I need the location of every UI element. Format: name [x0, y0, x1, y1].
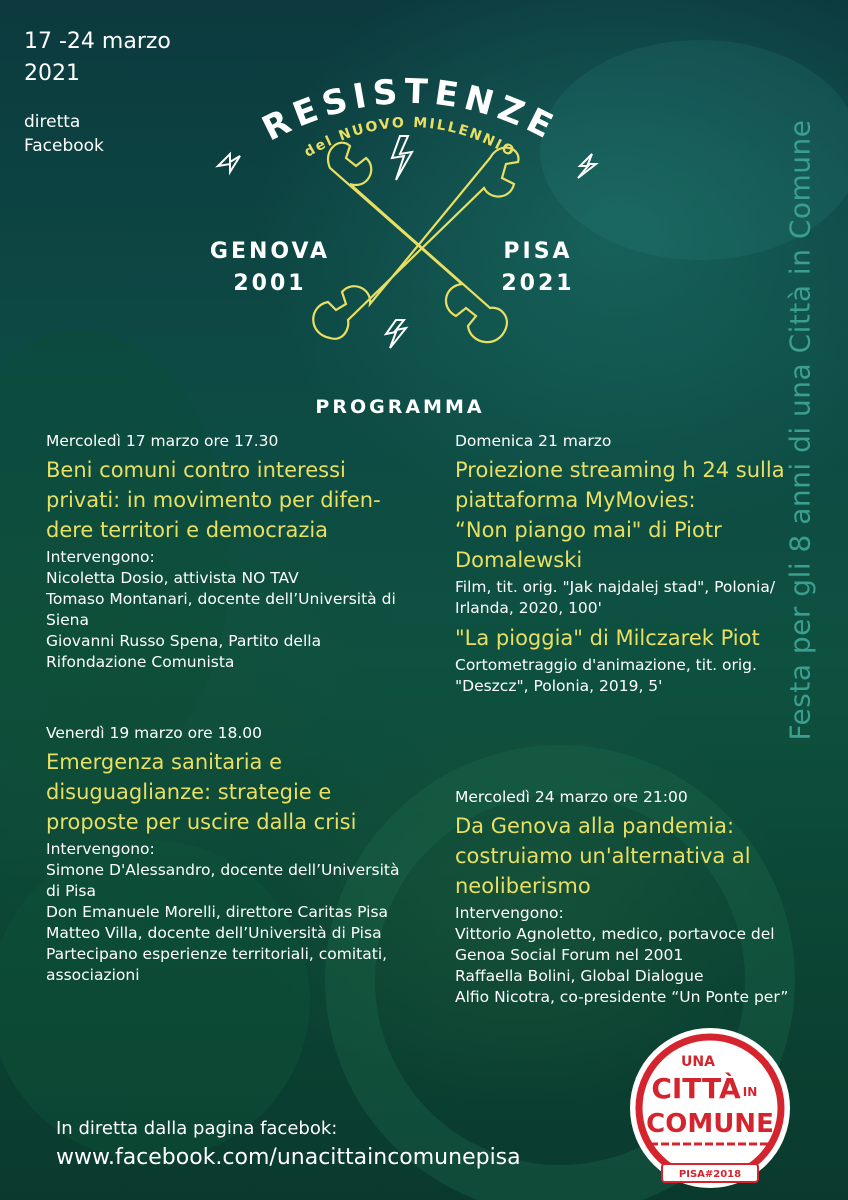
event-4-text: Intervengono:: [455, 904, 564, 922]
live-label-line2: Facebook: [24, 136, 104, 156]
event-2-text: di Pisa: [46, 882, 96, 900]
organizer-logo: [628, 1026, 792, 1190]
logo-title: RESISTENZE: [256, 71, 565, 150]
event-2-text: associazioni: [46, 966, 140, 984]
title-line: Beni comuni contro interessi: [46, 458, 346, 482]
title-line: costruiamo un'alternativa al: [455, 844, 751, 868]
event-1-text: Nicoletta Dosio, attivista NO TAV: [46, 569, 299, 587]
logo-subtitle: del NUOVO MILLENNIO: [301, 114, 519, 161]
event-2-text: Matteo Villa, docente dell’Università di Pisa: [46, 924, 382, 942]
event-3-text: Film, tit. orig. "Jak najdalej stad", Polonia/: [455, 578, 776, 596]
title-line: privati: in movimento per difen-: [46, 488, 381, 512]
live-label: [24, 110, 104, 158]
event-2-title: [46, 747, 426, 837]
event-1: [46, 430, 426, 673]
program-title: PROGRAMMA: [315, 396, 485, 418]
event-1-date: Mercoledì 17 marzo ore 17.30: [46, 432, 279, 450]
event-4-text: Genoa Social Forum nel 2001: [455, 946, 684, 964]
event-2-text: Simone D'Alessandro, docente dell’Università: [46, 861, 400, 879]
badge-line1: UNA: [681, 1054, 715, 1070]
title-line: piattaforma MyMovies:: [455, 488, 696, 512]
event-3-text: Irlanda, 2020, 100': [455, 599, 602, 617]
date-range: 17 -24 marzo: [24, 29, 171, 54]
title-line: “Non piango mai" di Piotr: [455, 518, 722, 542]
title-line: disuguaglianze: strategie e: [46, 780, 332, 804]
logo-city-left: GENOVA: [209, 239, 331, 264]
event-4-title: [455, 811, 795, 901]
live-label-line1: diretta: [24, 112, 81, 132]
logo-city-right: PISA: [503, 239, 573, 264]
facebook-link[interactable]: www.facebook.com/unacittaincomunepisa: [56, 1145, 521, 1170]
event-2-text: Partecipano esperienze territoriali, comitati,: [46, 945, 388, 963]
event-logo: [200, 58, 620, 378]
crossed-wrenches-icon: [313, 143, 518, 342]
title-line: Da Genova alla pandemia:: [455, 814, 735, 838]
title-line: neoliberismo: [455, 874, 591, 898]
event-3: [455, 430, 785, 697]
title-line: Domalewski: [455, 548, 583, 572]
logo-year-left: 2001: [233, 271, 307, 296]
event-3-text-2: "Deszcz", Polonia, 2019, 5': [455, 677, 663, 695]
event-1-text: Giovanni Russo Spena, Partito della: [46, 632, 322, 650]
event-1-text: Tomaso Montanari, docente dell’Università di: [46, 590, 396, 608]
badge-bottom-text: PISA#2018: [678, 1169, 742, 1180]
event-3-title: [455, 455, 785, 575]
year: 2021: [24, 61, 80, 86]
event-4-text: Raffaella Bolini, Global Dialogue: [455, 967, 704, 985]
event-3-title-2: "La pioggia" di Milczarek Piot: [455, 626, 760, 650]
event-1-title: [46, 455, 426, 545]
event-3-date: Domenica 21 marzo: [455, 432, 612, 450]
title-line: Proiezione streaming h 24 sulla: [455, 458, 785, 482]
event-2-text: Intervengono:: [46, 840, 155, 858]
event-4-date: Mercoledì 24 marzo ore 21:00: [455, 788, 688, 806]
badge-line4: COMUNE: [646, 1109, 774, 1139]
side-vertical-text: Festa per gli 8 anni di una Città in Comune: [783, 119, 817, 741]
event-4-text: Vittorio Agnoletto, medico, portavoce del: [455, 925, 775, 943]
event-2-text: Don Emanuele Morelli, direttore Caritas Pisa: [46, 903, 389, 921]
title-line: Emergenza sanitaria e: [46, 750, 283, 774]
logo-year-right: 2021: [501, 271, 575, 296]
event-2-date: Venerdì 19 marzo ore 18.00: [46, 724, 262, 742]
badge-line2: CITTÀ: [651, 1072, 741, 1105]
event-4: [455, 786, 795, 1008]
event-3-text-2: Cortometraggio d'animazione, tit. orig.: [455, 656, 757, 674]
event-2: [46, 722, 426, 986]
event-1-text: Rifondazione Comunista: [46, 653, 235, 671]
footer-label: In diretta dalla pagina facebok:: [56, 1118, 338, 1139]
event-4-text: Alfio Nicotra, co-presidente “Un Ponte per”: [455, 988, 789, 1006]
date-block: [24, 26, 171, 90]
title-line: dere territori e democrazia: [46, 518, 329, 542]
event-1-text: Siena: [46, 611, 90, 629]
title-line: proposte per uscire dalla crisi: [46, 810, 357, 834]
badge-line3: IN: [742, 1085, 758, 1099]
event-1-text: Intervengono:: [46, 548, 155, 566]
